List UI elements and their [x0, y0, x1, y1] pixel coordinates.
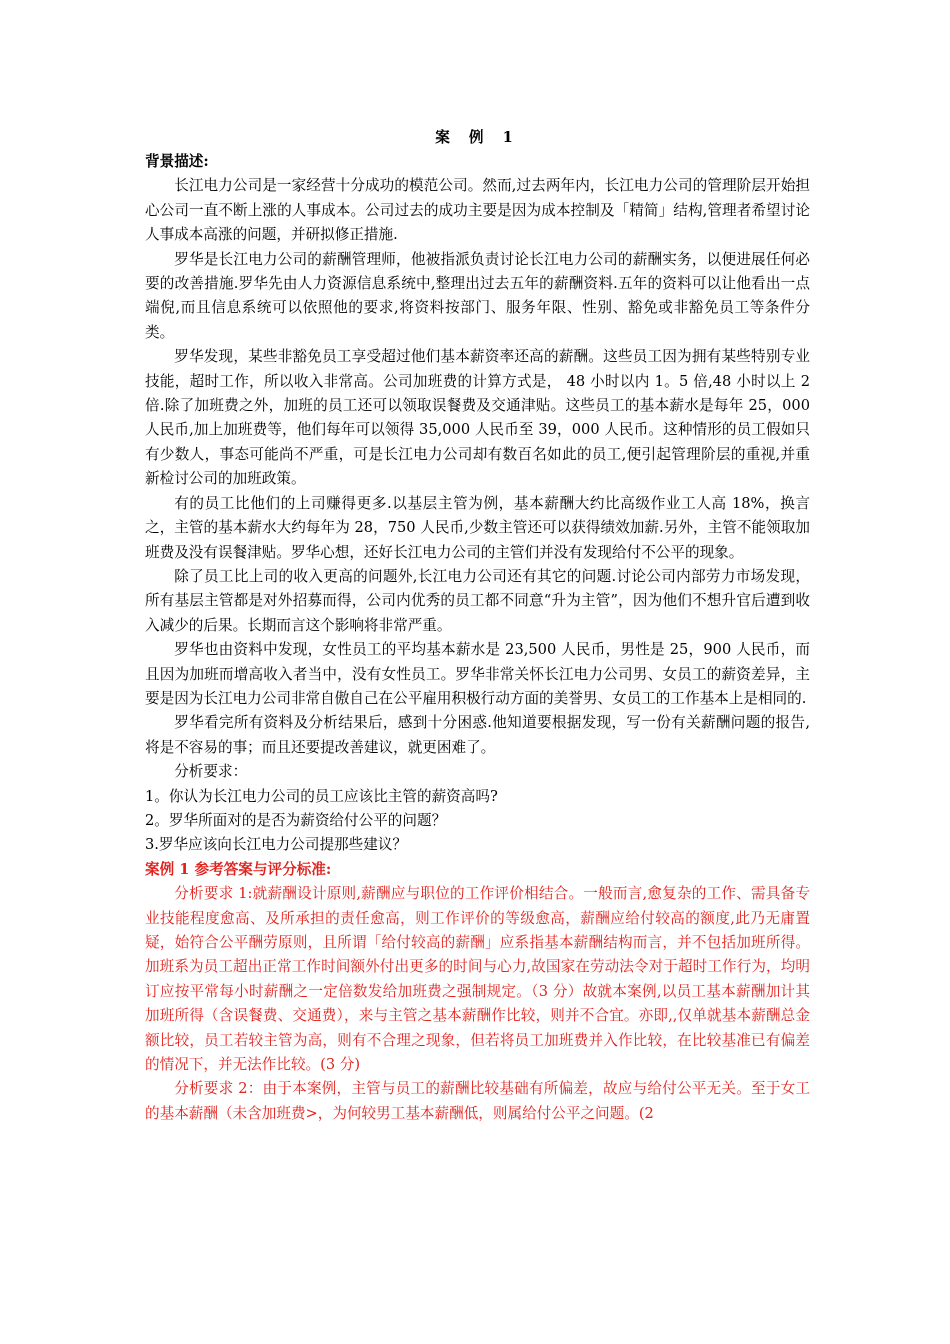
question-item: 3.罗华应该向长江电力公司提那些建议？	[145, 836, 408, 854]
paragraph: 罗华是长江电力公司的薪酬管理师，他被指派负责讨论长江电力公司的薪酬实务，以便进展任何必要的改善措施.罗华先由人力资源信息系统中,整理出过去五年的薪酬资料.五年的资料可以让他看出一点端倪,而且信息系统可以依照他的要求,将资料按部门、服务年限、性别、豁免或非豁免员工等条件分类。	[145, 250, 810, 341]
question-item: 1。你认为长江电力公司的员工应该比主管的薪资高吗?	[145, 787, 498, 805]
background-heading: 背景描述:	[145, 153, 209, 170]
question-item: 2。罗华所面对的是否为薪资给付公平的问题？	[145, 811, 447, 829]
document-body	[145, 126, 810, 1126]
case-title: 案 例 1	[435, 129, 520, 146]
paragraph: 罗华发现，某些非豁免员工享受超过他们基本薪资率还高的薪酬。这些员工因为拥有某些特别专业技能，超时工作，所以收入非常高。公司加班费的计算方式是， 48 小时以内 1。5 倍,48 小时以上 2 倍.除了加班费之外，加班的员工还可以领取误餐费及交通津贴。这些员工的基本薪水是每年 25，000 人民币,加上加班费等，他们每年可以领得 35,000 人民币至 39，000 人民币。这种情形的员工假如只有少数人，事态可能尚不严重，可是长江电力公司却有数百名如此的员工,便引起管理阶层的重视,并重新检讨公司的加班政策。	[145, 348, 810, 488]
paragraph: 除了员工比上司的收入更高的问题外,长江电力公司还有其它的问题.讨论公司内部劳力市场发现，所有基层主管都是对外招募而得，公司内优秀的员工都不同意“升为主管”，因为他们不想升官后遭到收入减少的后果。长期而言这个影响将非常严重。	[145, 567, 810, 634]
answer-heading: 案例 1 参考答案与评分标准:	[145, 860, 332, 878]
paragraph: 罗华也由资料中发现，女性员工的平均基本薪水是 23,500 人民币，男性是 25，900 人民币，而且因为加班而增高收入者当中，没有女性员工。罗华非常关怀长江电力公司男、女员工的薪资差异，主要是因为长江电力公司非常自傲自己在公平雇用积极行动方面的美誉男、女员工的工作基本上是相同的.	[145, 641, 810, 707]
answer-paragraph: 分析要求 1:就薪酬设计原则,薪酬应与职位的工作评价相结合。一般而言,愈复杂的工作、需具备专业技能程度愈高、及所承担的责任愈高，则工作评价的等级愈高，薪酬应给付较高的额度,此乃无庸置疑，始符合公平酬劳原则，且所谓「给付较高的薪酬」应系指基本薪酬结构而言，并不包括加班所得。加班系为员工超出正常工作时间额外付出更多的时间与心力,故国家在劳动法令对于超时工作行为，均明订应按平常每小时薪酬之一定倍数发给加班费之强制规定。（3 分）故就本案例,以员工基本薪酬加计其加班所得（含误餐费、交通费），来与主管之基本薪酬作比较，则并不合宜。亦即,,仅单就基本薪酬总金额比较，员工若较主管为高，则有不合理之现象，但若将员工加班费并入作比较，在比较基准已有偏差的情况下，并无法作比较。(3 分)	[145, 885, 810, 1074]
paragraph: 有的员工比他们的上司赚得更多.以基层主管为例，基本薪酬大约比高级作业工人高 18%，换言之，主管的基本薪水大约每年为 28，750 人民币,少数主管还可以获得绩效加薪.另外，主管不能领取加班费及没有误餐津贴。罗华心想，还好长江电力公司的主管们并没有发现给付不公平的现象。	[145, 494, 810, 561]
analysis-label: 分析要求：	[174, 763, 248, 781]
answer-paragraph: 分析要求 2：由于本案例，主管与员工的薪酬比较基础有所偏差，故应与给付公平无关。至于女工的基本薪酬（未含加班费>，为何较男工基本薪酬低，则属给付公平之问题。(2	[145, 1080, 810, 1122]
paragraph: 长江电力公司是一家经营十分成功的模范公司。然而,过去两年内，长江电力公司的管理阶层开始担心公司一直不断上涨的人事成本。公司过去的成功主要是因为成本控制及「精简」结构,管理者希望讨论人事成本高涨的问题，并研拟修正措施.	[145, 177, 810, 244]
paragraph: 罗华看完所有资料及分析结果后，感到十分困惑.他知道要根据发现，写一份有关薪酬问题的报告,将是不容易的事；而且还要提改善建议，就更困难了。	[145, 714, 810, 756]
